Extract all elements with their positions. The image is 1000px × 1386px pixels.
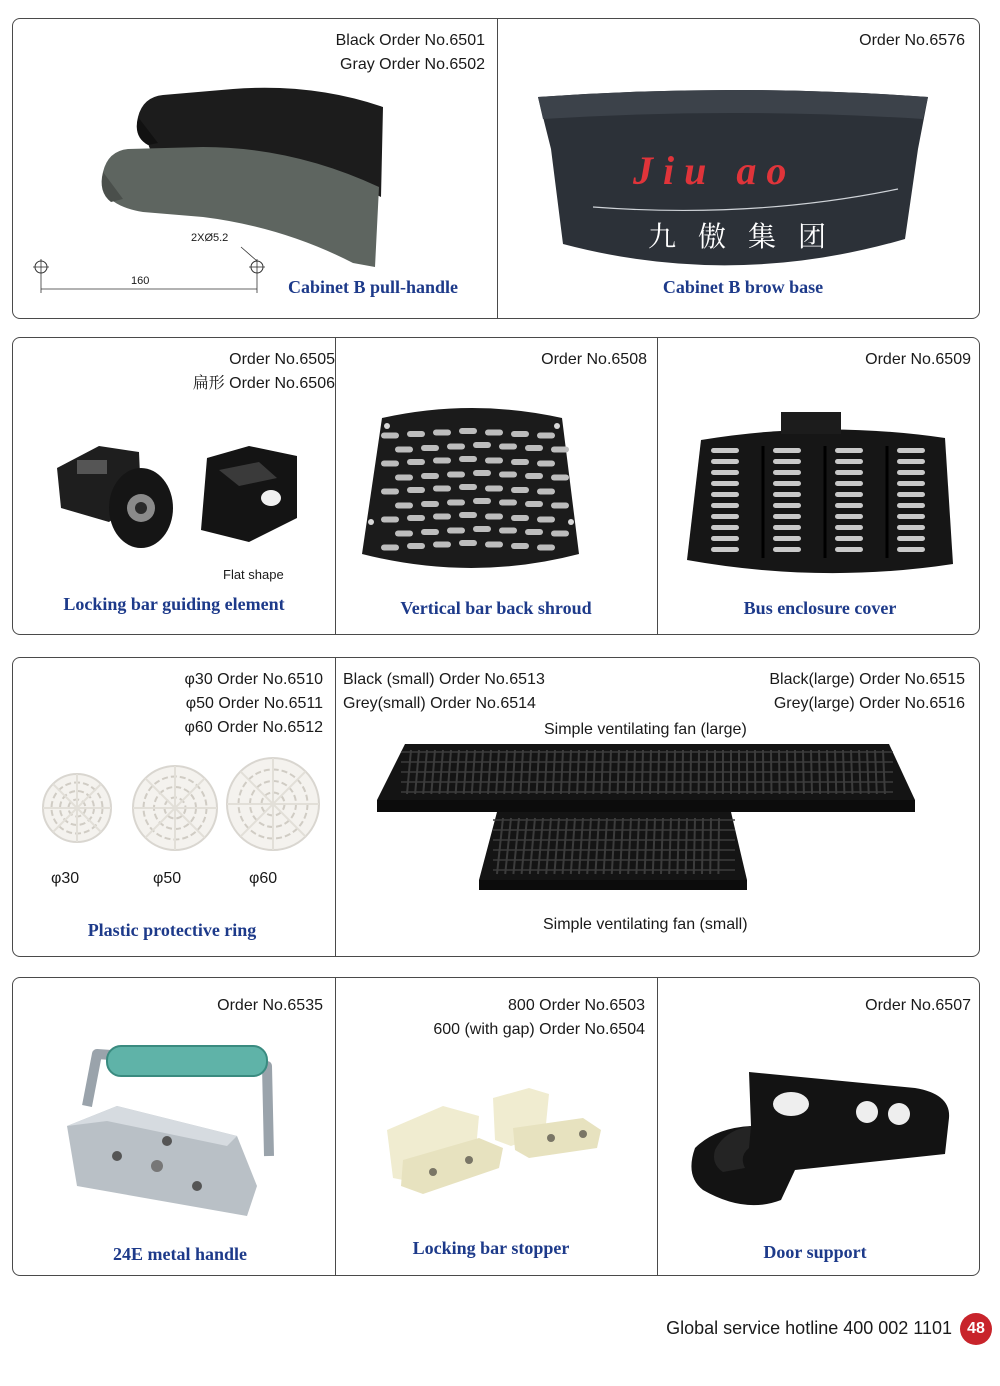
- brow-logo: Jiu ao: [633, 148, 797, 193]
- door-support-image: [685, 1068, 955, 1208]
- order-6502: Gray Order No.6502: [340, 56, 485, 73]
- ring-size-60: φ60: [249, 870, 278, 887]
- order-6508: Order No.6508: [541, 351, 647, 368]
- order-6505: Order No.6505: [229, 351, 335, 368]
- caption-bus-cover: Bus enclosure cover: [743, 598, 897, 618]
- caption-shroud: Vertical bar back shroud: [400, 598, 592, 618]
- caption-brow-base: Cabinet B brow base: [662, 277, 824, 297]
- service-hotline: Global service hotline 400 002 1101: [666, 1318, 952, 1338]
- order-6501: Black Order No.6501: [335, 32, 485, 49]
- divider: [657, 338, 658, 634]
- divider: [657, 978, 658, 1275]
- fan-small-image: [479, 812, 747, 896]
- caption-ring: Plastic protective ring: [87, 920, 257, 940]
- order-6576: Order No.6576: [859, 32, 965, 49]
- ring-size-50: φ50: [153, 870, 182, 887]
- caption-stopper: Locking bar stopper: [412, 1238, 570, 1258]
- guiding-element-image: [49, 438, 309, 558]
- order-6504: 600 (with gap) Order No.6504: [433, 1021, 645, 1038]
- page-number-badge: 48: [960, 1313, 992, 1345]
- pull-handle-drawing: [29, 229, 269, 299]
- order-6509: Order No.6509: [865, 351, 971, 368]
- order-6507: Order No.6507: [865, 997, 971, 1014]
- divider: [497, 19, 498, 318]
- panel-row1: [12, 18, 980, 319]
- order-6535: Order No.6535: [217, 997, 323, 1014]
- caption-door-support: Door support: [763, 1242, 867, 1262]
- brow-logo-cn: 九傲集团: [648, 221, 849, 252]
- caption-pull-handle: Cabinet B pull-handle: [287, 277, 459, 297]
- back-shroud-image: [357, 404, 587, 584]
- order-6503: 800 Order No.6503: [508, 997, 645, 1014]
- panel-row3: [12, 657, 980, 957]
- order-6510: φ30 Order No.6510: [184, 671, 323, 688]
- metal-handle-image: [57, 1036, 297, 1226]
- panel-row4: [12, 977, 980, 1276]
- caption-metal-handle: 24E metal handle: [112, 1244, 247, 1264]
- order-6506: 扁形 Order No.6506: [192, 375, 335, 392]
- caption-guiding: Locking bar guiding element: [63, 594, 285, 614]
- divider: [335, 658, 336, 956]
- protective-ring-image: [37, 764, 327, 854]
- order-6514: Grey(small) Order No.6514: [343, 695, 536, 712]
- order-6513: Black (small) Order No.6513: [343, 671, 545, 688]
- fan-large-image: [377, 744, 917, 820]
- length-dimension: 160: [131, 275, 150, 287]
- stopper-image: [383, 1088, 613, 1218]
- order-6511: φ50 Order No.6511: [185, 695, 323, 712]
- divider: [335, 338, 336, 634]
- panel-row2: [12, 337, 980, 635]
- fan-large-label: Simple ventilating fan (large): [544, 721, 747, 738]
- flat-shape-label: Flat shape: [223, 567, 284, 582]
- order-6516: Grey(large) Order No.6516: [773, 695, 965, 712]
- ring-size-30: φ30: [51, 870, 80, 887]
- hole-dimension: 2XØ5.2: [191, 232, 229, 244]
- order-6512: φ60 Order No.6512: [184, 719, 323, 736]
- divider: [335, 978, 336, 1275]
- fan-small-label: Simple ventilating fan (small): [543, 916, 748, 933]
- order-6515: Black(large) Order No.6515: [769, 671, 965, 688]
- bus-cover-image: [681, 408, 961, 588]
